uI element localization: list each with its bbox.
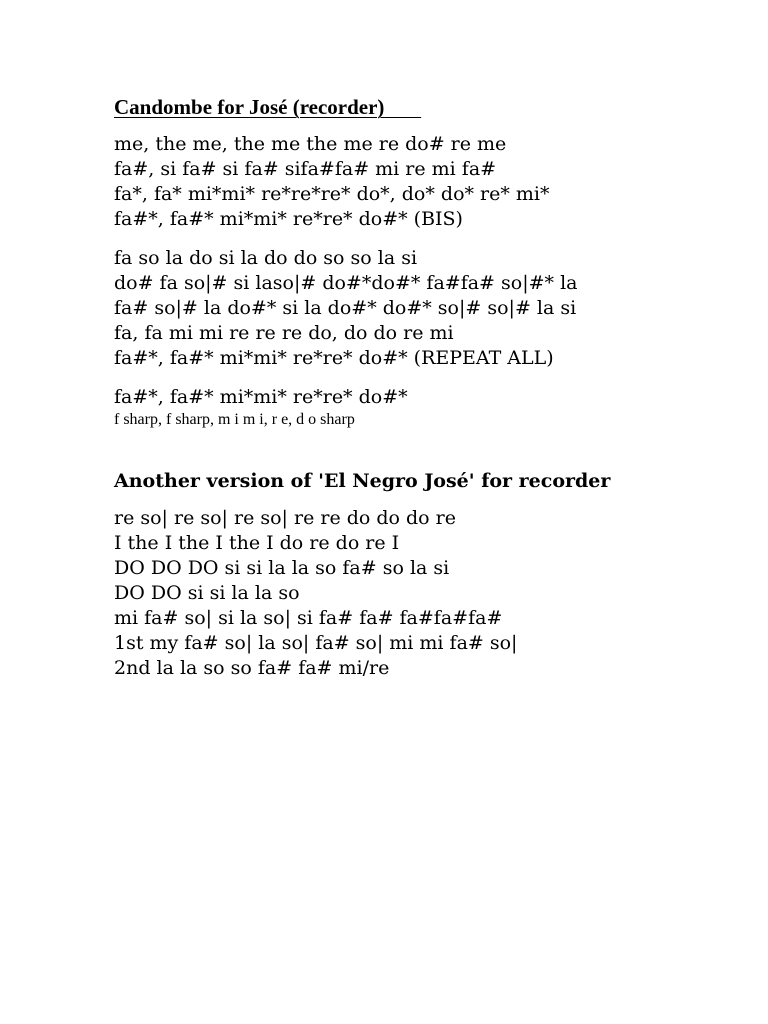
verse-line: fa so la do si la do do so so la si (114, 247, 418, 269)
verse-line: 2nd la la so so fa# fa# mi/re (114, 657, 390, 679)
verse-line: fa# so|# la do#* si la do#* do#* so|# so|# la si (114, 297, 577, 319)
pronunciation-note: f sharp, f sharp, m i m i, r e, d o sharp (114, 411, 355, 428)
verse-line: mi fa# so| si la so| si fa# fa# fa#fa#fa# (114, 607, 503, 629)
verse-line: me, the me, the me the me re do# re me (114, 133, 507, 155)
verse-1 (114, 132, 734, 232)
section-title-candombe (114, 94, 734, 120)
verse-line: fa, fa mi mi re re re do, do do re mi (114, 322, 454, 344)
section-title-underline-tail (384, 95, 421, 119)
verse-line: re so| re so| re so| re re do do do re (114, 507, 456, 529)
verse-alt (114, 506, 734, 681)
verse-line: DO DO DO si si la la so fa# so la si (114, 557, 450, 579)
section-title-main: Candombe for José (recorder) (114, 95, 385, 119)
verse-line: I the I the I the I do re do re I (114, 532, 400, 554)
verse-line: fa#*, fa#* mi*mi* re*re* do#* (114, 386, 408, 408)
verse-line: do# fa so|# si laso|# do#*do#* fa#fa# so|#* la (114, 272, 578, 294)
document-body (114, 94, 734, 695)
verse-line: fa#*, fa#* mi*mi* re*re* do#* (REPEAT ALL) (114, 347, 554, 369)
verse-3 (114, 385, 734, 430)
section-spacer (114, 430, 734, 468)
verse-line: fa#*, fa#* mi*mi* re*re* do#* (BIS) (114, 208, 463, 230)
verse-line: fa#, si fa# si fa# sifa#fa# mi re mi fa# (114, 158, 497, 180)
verse-line: 1st my fa# so| la so| fa# so| mi mi fa# so| (114, 632, 518, 654)
verse-2 (114, 246, 734, 371)
verse-line: fa*, fa* mi*mi* re*re*re* do*, do* do* re* mi* (114, 183, 550, 205)
verse-line: DO DO si si la la so (114, 582, 300, 604)
section-title-text (114, 95, 421, 119)
section-title-another-version: Another version of 'El Negro José' for recorder (114, 470, 611, 492)
